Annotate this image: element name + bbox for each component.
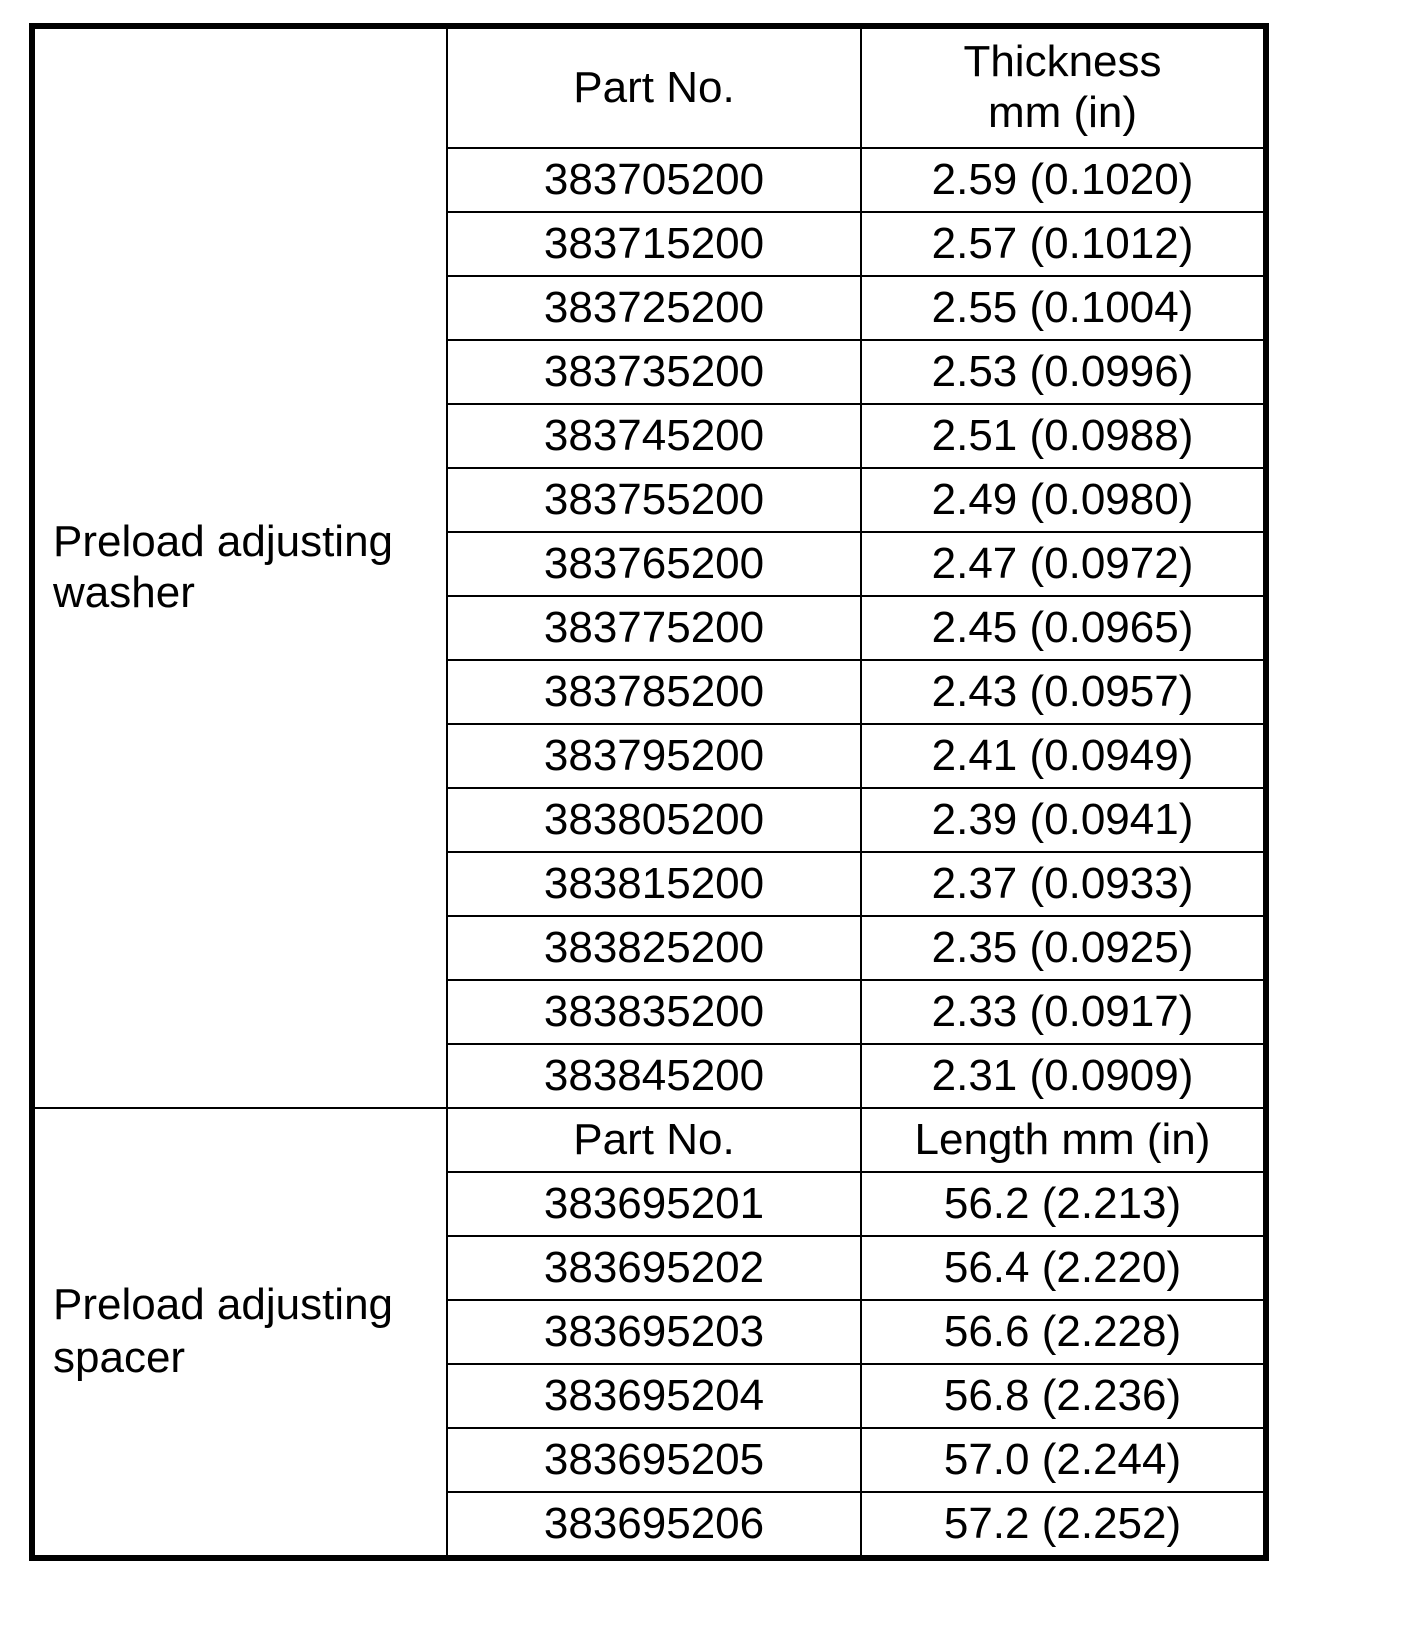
part-no-cell: 383725200 (447, 276, 861, 340)
dimension-cell: 2.51 (0.0988) (861, 404, 1266, 468)
dimension-cell: 57.2 (2.252) (861, 1492, 1266, 1558)
part-no-cell: 383745200 (447, 404, 861, 468)
part-no-cell: 383695205 (447, 1428, 861, 1492)
part-no-cell: 383825200 (447, 916, 861, 980)
dimension-cell: 2.53 (0.0996) (861, 340, 1266, 404)
part-no-cell: 383765200 (447, 532, 861, 596)
part-no-cell: 383785200 (447, 660, 861, 724)
part-no-cell: 383845200 (447, 1044, 861, 1108)
dimension-cell: 2.49 (0.0980) (861, 468, 1266, 532)
part-no-cell: 383735200 (447, 340, 861, 404)
part-no-cell: 383755200 (447, 468, 861, 532)
dimension-cell: 2.57 (0.1012) (861, 212, 1266, 276)
dimension-cell: 2.41 (0.0949) (861, 724, 1266, 788)
dimension-cell: 56.2 (2.213) (861, 1172, 1266, 1236)
dimension-cell: 56.4 (2.220) (861, 1236, 1266, 1300)
dimension-cell: 2.35 (0.0925) (861, 916, 1266, 980)
part-no-cell: 383695202 (447, 1236, 861, 1300)
dimension-cell: 56.8 (2.236) (861, 1364, 1266, 1428)
dimension-cell: 2.47 (0.0972) (861, 532, 1266, 596)
section-label: Preload adjusting spacer (32, 1108, 447, 1558)
part-no-cell: 383695206 (447, 1492, 861, 1558)
part-no-cell: 383715200 (447, 212, 861, 276)
part-no-cell: 383815200 (447, 852, 861, 916)
section-header-row (32, 1108, 1266, 1172)
parts-spec-table (29, 23, 1269, 1561)
part-no-cell: 383775200 (447, 596, 861, 660)
part-no-header: Part No. (447, 1108, 861, 1172)
dimension-cell: 2.55 (0.1004) (861, 276, 1266, 340)
dimension-cell: 2.45 (0.0965) (861, 596, 1266, 660)
dimension-cell: 2.37 (0.0933) (861, 852, 1266, 916)
dimension-cell: 57.0 (2.244) (861, 1428, 1266, 1492)
part-no-cell: 383695201 (447, 1172, 861, 1236)
part-no-cell: 383805200 (447, 788, 861, 852)
part-no-cell: 383695203 (447, 1300, 861, 1364)
part-no-cell: 383835200 (447, 980, 861, 1044)
part-no-cell: 383695204 (447, 1364, 861, 1428)
section-header-row (32, 26, 1266, 148)
part-no-cell: 383795200 (447, 724, 861, 788)
part-no-header: Part No. (447, 26, 861, 148)
dimension-cell: 2.31 (0.0909) (861, 1044, 1266, 1108)
section-label: Preload adjusting washer (32, 26, 447, 1108)
dimension-cell: 2.43 (0.0957) (861, 660, 1266, 724)
dimension-header: Thickness mm (in) (861, 26, 1266, 148)
dimension-cell: 2.59 (0.1020) (861, 148, 1266, 212)
dimension-cell: 2.33 (0.0917) (861, 980, 1266, 1044)
dimension-header: Length mm (in) (861, 1108, 1266, 1172)
part-no-cell: 383705200 (447, 148, 861, 212)
dimension-cell: 2.39 (0.0941) (861, 788, 1266, 852)
dimension-cell: 56.6 (2.228) (861, 1300, 1266, 1364)
